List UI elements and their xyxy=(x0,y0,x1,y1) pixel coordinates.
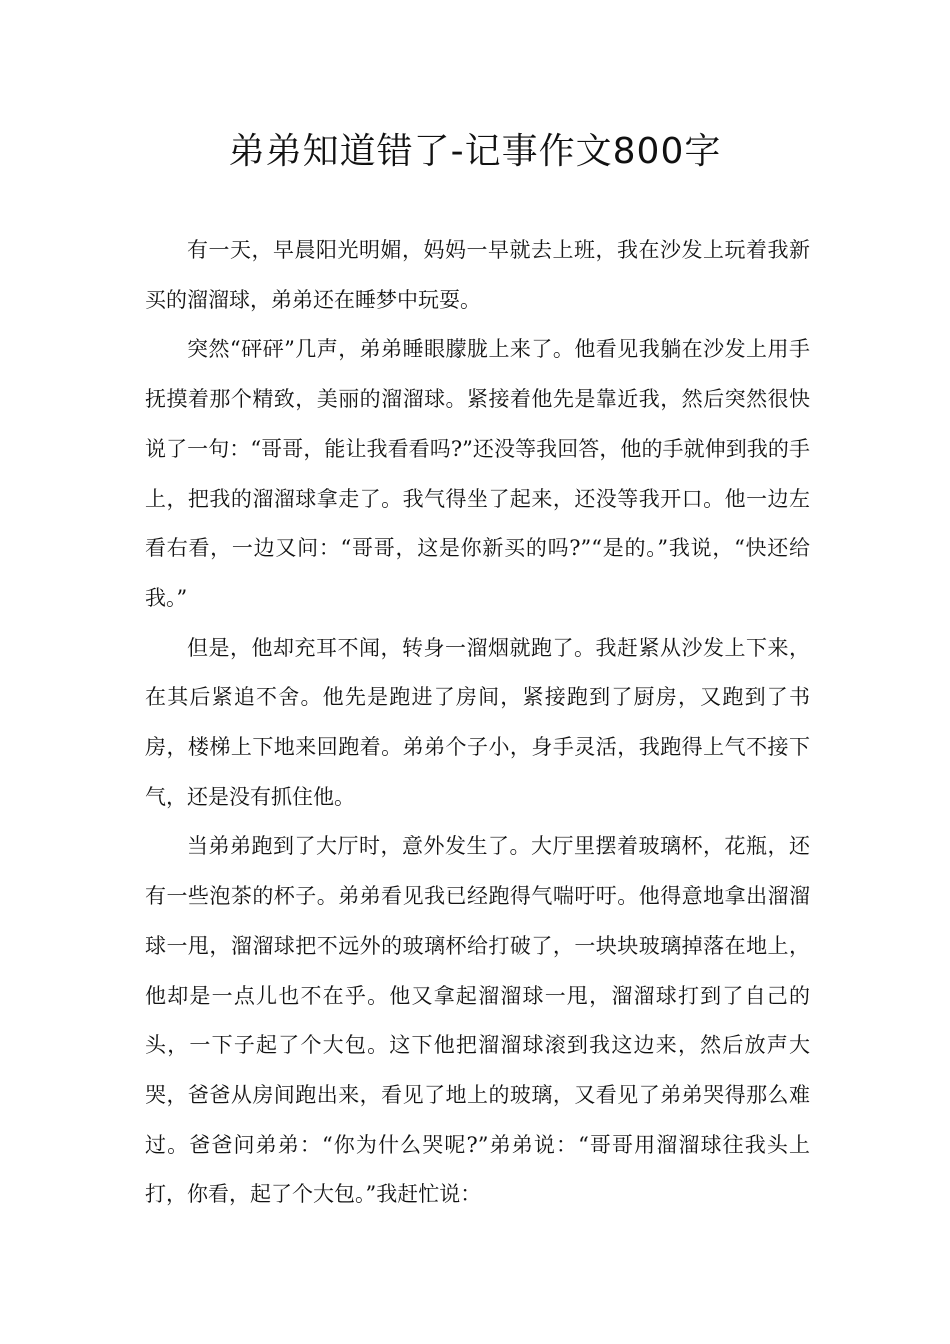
paragraph-4: 当弟弟跑到了大厅时，意外发生了。大厅里摆着玻璃杯，花瓶，还有一些泡茶的杯子。弟弟看见我已经跑得气喘吁吁。他得意地拿出溜溜球一甩，溜溜球把不远外的玻璃杯给打破了，一块块玻璃掉落在地上，他却是一点儿也不在乎。他又拿起溜溜球一甩，溜溜球打到了自己的头，一下子起了个大包。这下他把溜溜球滚到我这边来，然后放声大哭，爸爸从房间跑出来，看见了地上的玻璃，又看见了弟弟哭得那么难过。爸爸问弟弟：“你为什么哭呢?”弟弟说：“哥哥用溜溜球往我头上打，你看，起了个大包。”我赶忙说： xyxy=(145,834,810,1207)
essay-body xyxy=(145,226,810,1220)
paragraph-2: 突然“砰砰”几声，弟弟睡眼朦胧上来了。他看见我躺在沙发上用手抚摸着那个精致，美丽的溜溜球。紧接着他先是靠近我，然后突然很快说了一句：“哥哥，能让我看看吗?”还没等我回答，他的手就伸到我的手上，把我的溜溜球拿走了。我气得坐了起来，还没等我开口。他一边左看右看，一边又问：“哥哥，这是你新买的吗?”“是的。”我说，“快还给我。” xyxy=(145,337,810,610)
paragraph-3: 但是，他却充耳不闻，转身一溜烟就跑了。我赶紧从沙发上下来，在其后紧追不舍。他先是跑进了房间，紧接跑到了厨房，又跑到了书房，楼梯上下地来回跑着。弟弟个子小，身手灵活，我跑得上气不接下气，还是没有抓住他。 xyxy=(145,635,810,809)
paragraph-1: 有一天，早晨阳光明媚，妈妈一早就去上班，我在沙发上玩着我新买的溜溜球，弟弟还在睡梦中玩耍。 xyxy=(145,238,810,312)
page-title: 弟弟知道错了-记事作文800字 xyxy=(228,131,722,172)
